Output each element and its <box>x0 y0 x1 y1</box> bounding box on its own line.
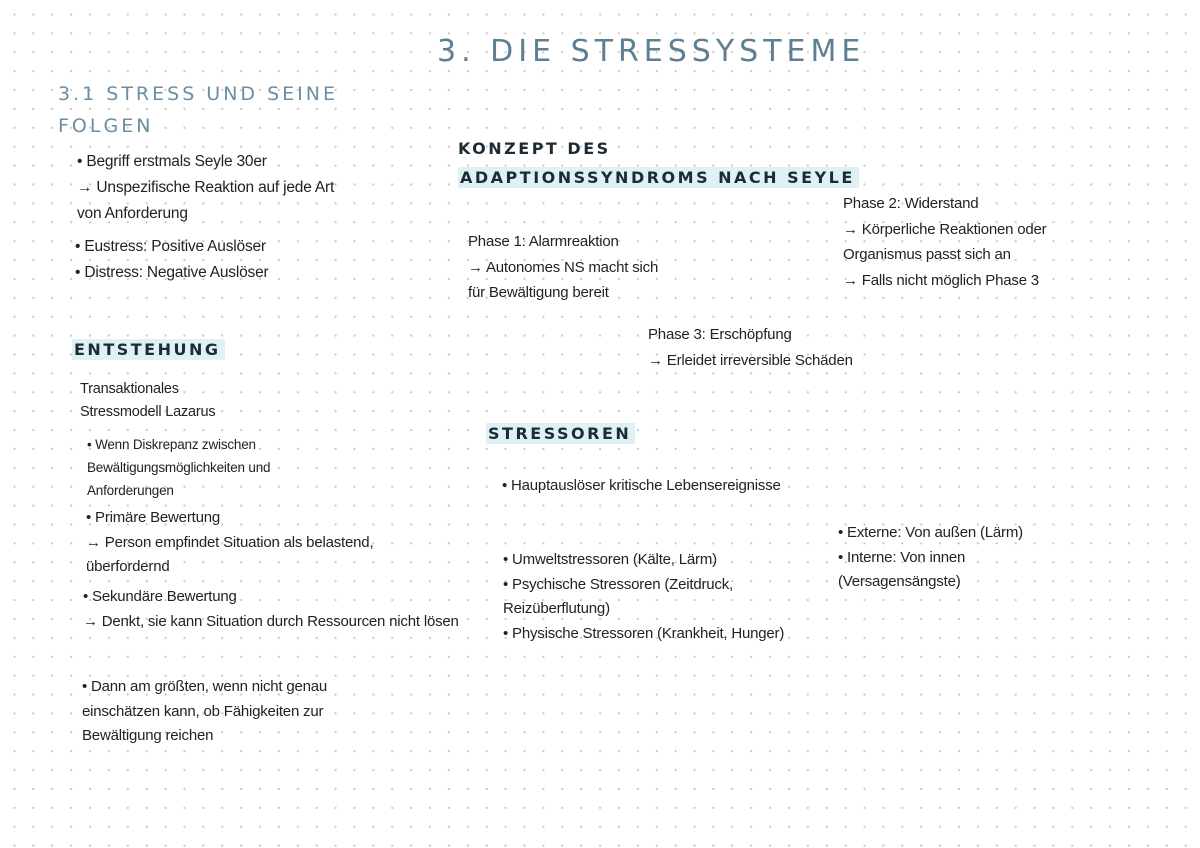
stress-types <box>75 234 268 286</box>
section-stressoren-heading <box>486 421 635 447</box>
phase-1 <box>468 229 658 306</box>
text-line: • Wenn Diskrepanz zwischen <box>87 437 256 452</box>
section-stress-heading-line2: FOLGEN <box>58 115 154 137</box>
text-line: → Unspezifische Reaktion auf jede Art <box>77 179 335 196</box>
lazarus-model <box>80 378 215 424</box>
section-entstehung-heading <box>72 337 225 363</box>
heading-highlight: ADAPTIONSSYNDROMS NACH SEYLE <box>458 167 859 188</box>
secondary-appraisal <box>83 585 459 634</box>
text-line: • Umweltstressoren (Kälte, Lärm) <box>503 551 717 568</box>
text-line: • Primäre Bewertung <box>86 509 221 526</box>
text-line: für Bewältigung bereit <box>468 284 609 301</box>
text-line: überfordernd <box>86 558 170 575</box>
text-line: Phase 1: Alarmreaktion <box>468 233 619 250</box>
section-stress-heading <box>58 78 338 142</box>
heading-highlight: ENTSTEHUNG <box>72 339 225 360</box>
text-line: • Interne: Von innen <box>838 548 966 566</box>
text-line: → Person empfindet Situation als belastend, <box>86 533 374 551</box>
text-line: → Falls nicht möglich Phase 3 <box>843 271 1039 289</box>
text-line: Stressmodell Lazarus <box>80 404 216 420</box>
heading-line: KONZEPT DES <box>458 139 611 158</box>
text-line: → Körperliche Reaktionen oder <box>843 220 1047 238</box>
text-line: Phase 3: Erschöpfung <box>648 326 792 343</box>
phase-2 <box>843 191 1046 293</box>
text-line: Organismus passt sich an <box>843 246 1011 263</box>
text-line: • Psychische Stressoren (Zeitdruck, <box>503 575 733 593</box>
text-line: Transaktionales <box>80 381 179 397</box>
text-line: (Versagensängste) <box>838 573 961 591</box>
phase-3 <box>648 322 853 373</box>
primary-appraisal <box>86 506 373 580</box>
stress-definition <box>77 149 334 227</box>
text-line: Bewältigung reichen <box>82 727 214 744</box>
discrepancy-note <box>87 433 270 502</box>
text-line: • Distress: Negative Auslöser <box>75 264 269 281</box>
text-line: Bewältigungsmöglichkeiten und <box>87 460 271 475</box>
text-line: • Eustress: Positive Auslöser <box>75 238 266 255</box>
text-line: einschätzen kann, ob Fähigkeiten zur <box>82 702 324 720</box>
text-line: • Begriff erstmals Seyle 30er <box>77 153 267 170</box>
text-line: • Sekundäre Bewertung <box>83 588 237 605</box>
text-line: → Erleidet irreversible Schäden <box>648 351 853 369</box>
text-line: Anforderungen <box>87 483 174 498</box>
text-line: • Externe: Von außen (Lärm) <box>838 524 1023 541</box>
text-line: Phase 2: Widerstand <box>843 195 979 212</box>
text-line: → Autonomes NS macht sich <box>468 258 659 276</box>
text-line: • Dann am größten, wenn nicht genau <box>82 678 328 695</box>
section-stress-heading-line1: 3.1 STRESS UND SEINE <box>58 83 338 105</box>
text-line: von Anforderung <box>77 205 188 222</box>
text-line: Reizüberflutung) <box>503 600 610 618</box>
stress-peak-note <box>82 675 327 749</box>
heading-highlight: STRESSOREN <box>486 423 635 444</box>
text-line: → Denkt, sie kann Situation durch Ressourcen nicht lösen <box>83 612 459 630</box>
page-title: 3. DIE STRESSYSTEME <box>437 34 866 69</box>
stressor-origin <box>838 521 1023 595</box>
main-trigger: • Hauptauslöser kritische Lebensereignisse <box>502 477 781 494</box>
stressor-types <box>503 548 784 647</box>
section-konzept-heading <box>458 134 859 192</box>
text-line: • Physische Stressoren (Krankheit, Hunger) <box>503 625 785 643</box>
